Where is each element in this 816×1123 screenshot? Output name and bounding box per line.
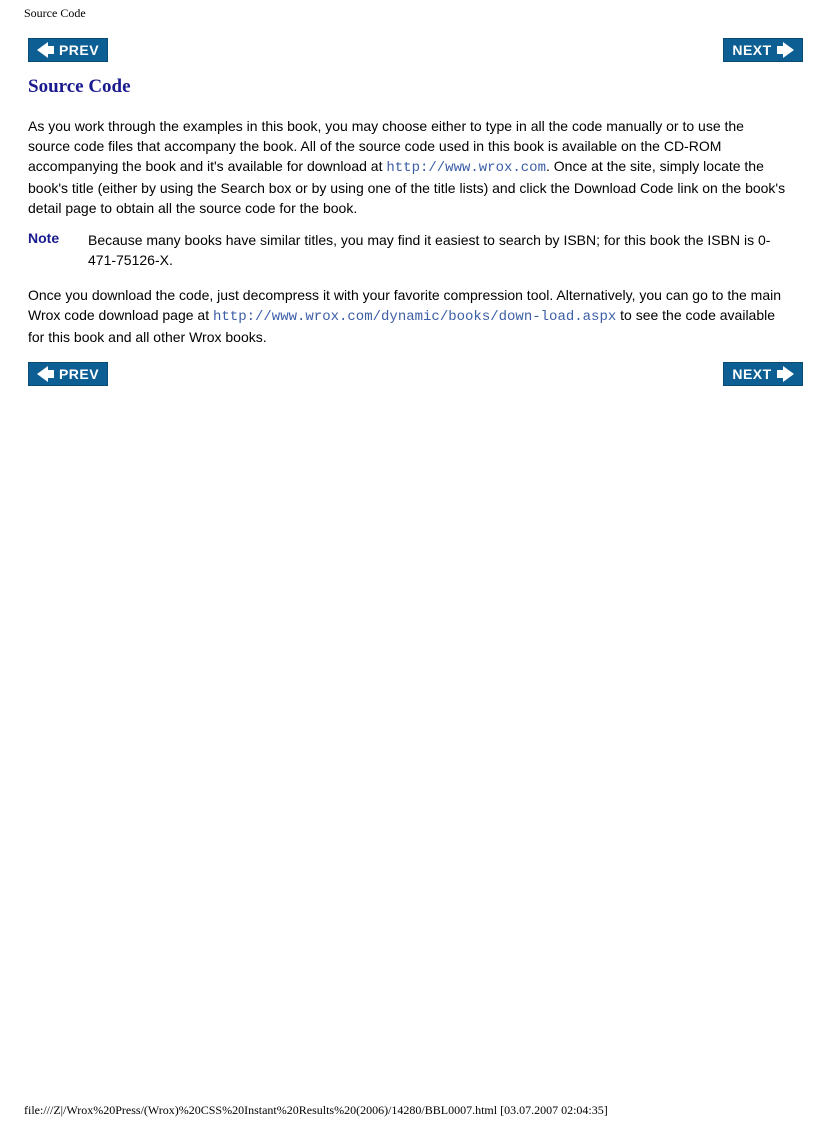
next-button-bottom[interactable]	[723, 362, 803, 386]
download-text-start: Once you download the code, just decompress it with your favorite compression tool. Alternatively, you can go to the main Wrox code download page at	[28, 287, 782, 323]
prev-button-label: PREV	[58, 42, 100, 58]
next-button-top[interactable]	[723, 38, 803, 62]
download-paragraph	[28, 285, 788, 347]
intro-text-end: . Once at the site, simply locate the book's title (either by using the Search box or by using one of the title lists) and click the Download Code link on the book's detail page to obtain all the source code for the book.	[28, 158, 786, 216]
next-arrow-icon	[777, 42, 794, 58]
page-footer-path: file:///Z|/Wrox%20Press/(Wrox)%20CSS%20Instant%20Results%20(2006)/14280/BBL0007.html [03.07.2007 02:04:35]	[24, 1103, 608, 1117]
download-text-end: to see the code available for this book and all other Wrox books.	[28, 307, 776, 345]
prev-arrow-icon	[37, 366, 54, 382]
intro-text-start: As you work through the examples in this book, you may choose either to type in all the code manually or to use the source code files that accompany the book. All of the source code used in this book is available on the CD-ROM accompanying the book and it's available for download at	[28, 118, 744, 174]
next-arrow-icon	[777, 366, 794, 382]
prev-button-bottom[interactable]	[28, 362, 108, 386]
prev-button-top[interactable]	[28, 38, 108, 62]
next-button-label: NEXT	[732, 42, 772, 58]
wrox-home-link[interactable]: http://www.wrox.com	[386, 160, 546, 176]
intro-paragraph	[28, 116, 788, 218]
page-header-title: Source Code	[24, 6, 86, 20]
section-title: Source Code	[28, 76, 131, 97]
note-label: Note	[28, 230, 60, 246]
next-button-label: NEXT	[732, 366, 772, 382]
note-text: Because many books have similar titles, you may find it easiest to search by ISBN; for this book the ISBN is 0-471-75126-X.	[88, 232, 771, 268]
prev-button-label: PREV	[58, 366, 100, 382]
wrox-download-link[interactable]: http://www.wrox.com/dynamic/books/down-load.aspx	[212, 309, 617, 325]
prev-arrow-icon	[37, 42, 54, 58]
